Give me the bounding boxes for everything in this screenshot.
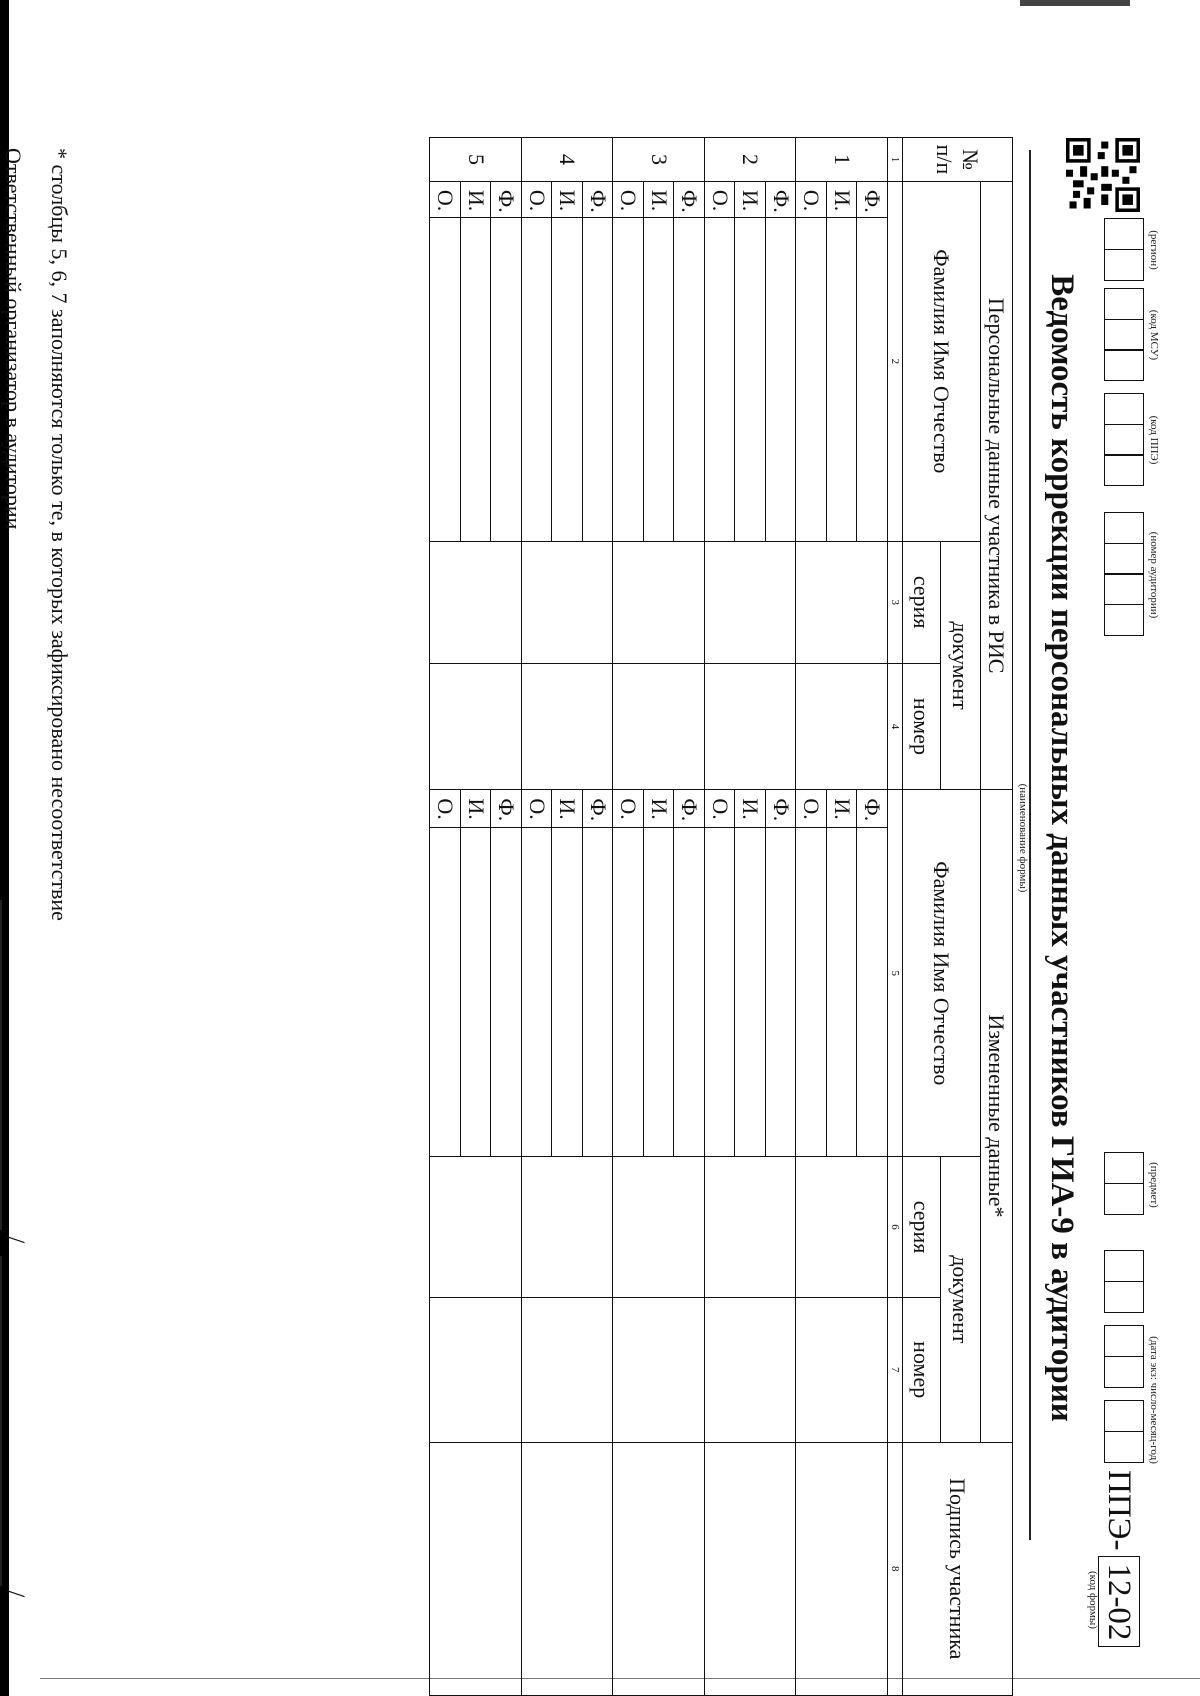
date-digit-box[interactable] (1104, 1281, 1144, 1313)
fio-letter: О. (613, 790, 644, 828)
fio-changed-cell[interactable] (461, 828, 492, 1157)
number-changed-cell[interactable] (705, 1297, 797, 1442)
fio-letter: И. (644, 790, 675, 828)
fio-changed-cell[interactable] (522, 828, 553, 1157)
date-caption: (дата экз: число-месяц-год) (1148, 1336, 1160, 1464)
number-original-cell[interactable] (705, 663, 797, 790)
header-document-original: документ (941, 541, 981, 789)
fio-letter: И. (827, 790, 858, 828)
fio-letter: Ф. (674, 790, 705, 828)
fio-letter: И. (735, 790, 766, 828)
fio-letter: И. (461, 790, 492, 828)
fio-original-cell[interactable] (735, 217, 766, 541)
fio-changed-cell[interactable] (705, 828, 736, 1157)
fio-letter: И. (461, 181, 492, 217)
number-original-cell[interactable] (796, 663, 888, 790)
header-document-changed: документ (941, 1157, 981, 1442)
table-row (674, 138, 705, 1696)
correction-table (430, 137, 1014, 1696)
column-number: 2 (888, 181, 903, 541)
room-digit-box[interactable] (1104, 573, 1144, 605)
fio-letter: О. (796, 790, 827, 828)
table-row (583, 138, 614, 1696)
fio-letter: О. (705, 181, 736, 217)
row-number: 2 (705, 138, 797, 182)
page-title: Ведомость коррекции персональных данных участников ГИА-9 в аудитории (1044, 274, 1080, 1422)
column-number: 5 (888, 790, 903, 1157)
date-boxes (1104, 1250, 1144, 1461)
column-number: 8 (888, 1442, 903, 1695)
fio-changed-cell[interactable] (857, 828, 888, 1157)
fio-original-cell[interactable] (461, 217, 492, 541)
date-digit-box[interactable] (1104, 1250, 1144, 1282)
series-original-cell[interactable] (705, 541, 797, 663)
fio-original-cell[interactable] (644, 217, 675, 541)
fio-letter: Ф. (766, 790, 797, 828)
series-changed-cell[interactable] (796, 1157, 888, 1298)
row-number: 5 (430, 138, 522, 182)
signature-cell[interactable] (796, 1442, 888, 1695)
form-name-caption: (наименование формы) (1017, 783, 1029, 893)
ppe-digit-box[interactable] (1104, 424, 1144, 456)
signature-cell[interactable] (705, 1442, 797, 1695)
fio-letter: О. (613, 181, 644, 217)
fio-original-cell[interactable] (766, 217, 797, 541)
fio-original-cell[interactable] (674, 217, 705, 541)
fio-letter: О. (705, 790, 736, 828)
fio-letter: Ф. (491, 790, 522, 828)
header-number-changed: номер (903, 1297, 941, 1442)
room-digit-box[interactable] (1104, 543, 1144, 575)
number-changed-cell[interactable] (430, 1297, 522, 1442)
series-changed-cell[interactable] (613, 1157, 705, 1298)
fio-original-cell[interactable] (705, 217, 736, 541)
fio-letter: О. (522, 181, 553, 217)
header-series-changed: серия (903, 1157, 941, 1298)
column-number: 1 (888, 138, 903, 182)
fio-changed-cell[interactable] (430, 828, 461, 1157)
number-changed-cell[interactable] (796, 1297, 888, 1442)
mcu-caption: (код МСУ) (1148, 309, 1160, 361)
subject-boxes (1104, 1152, 1144, 1213)
header-signature: Подпись участника (903, 1442, 1013, 1695)
region-caption: (регион) (1148, 230, 1160, 270)
row-number: 3 (613, 138, 705, 182)
header-fio-original: Фамилия Имя Отчество (903, 181, 981, 541)
fio-letter: И. (644, 181, 675, 217)
signature-cell[interactable] (522, 1442, 614, 1695)
series-original-cell[interactable] (796, 541, 888, 663)
form-code-prefix: ППЭ- (1101, 1470, 1138, 1551)
room-boxes (1104, 512, 1144, 634)
room-caption: (номер аудитории) (1148, 531, 1160, 619)
fio-letter: Ф. (583, 790, 614, 828)
fio-letter: Ф. (857, 790, 888, 828)
number-original-cell[interactable] (522, 663, 614, 790)
region-boxes (1104, 218, 1144, 279)
subject-digit-box[interactable] (1104, 1152, 1144, 1184)
fio-changed-cell[interactable] (766, 828, 797, 1157)
number-changed-cell[interactable] (613, 1297, 705, 1442)
ppe-digit-box[interactable] (1104, 454, 1144, 486)
fio-changed-cell[interactable] (827, 828, 858, 1157)
fio-original-cell[interactable] (522, 217, 553, 541)
fio-original-cell[interactable] (583, 217, 614, 541)
fio-changed-cell[interactable] (583, 828, 614, 1157)
fio-changed-cell[interactable] (735, 828, 766, 1157)
signature-line[interactable] (1, 900, 3, 1230)
ppe-boxes (1104, 393, 1144, 485)
signature-cell[interactable] (430, 1442, 522, 1695)
number-original-cell[interactable] (430, 663, 522, 790)
separator-slash: / (1, 1236, 30, 1244)
column-number: 3 (888, 541, 903, 663)
fio-letter: И. (735, 181, 766, 217)
region-digit-box[interactable] (1104, 249, 1144, 281)
number-original-cell[interactable] (613, 663, 705, 790)
header-series-original: серия (903, 541, 941, 663)
date-digit-box[interactable] (1104, 1356, 1144, 1388)
column-number: 7 (888, 1297, 903, 1442)
fio-letter: О. (522, 790, 553, 828)
header-fio-changed: Фамилия Имя Отчество (903, 790, 981, 1157)
title-underline (1030, 150, 1032, 1540)
subject-digit-box[interactable] (1104, 1183, 1144, 1215)
column-number: 4 (888, 663, 903, 790)
fio-letter: Ф. (766, 181, 797, 217)
series-original-cell[interactable] (522, 541, 614, 663)
subject-caption: (предмет) (1148, 1162, 1160, 1208)
date-digit-box[interactable] (1104, 1400, 1144, 1432)
ppe-caption: (код ППЭ) (1148, 415, 1160, 465)
fio-letter: И. (827, 181, 858, 217)
region-digit-box[interactable] (1104, 218, 1144, 250)
fio-changed-cell[interactable] (674, 828, 705, 1157)
fio-original-cell[interactable] (552, 217, 583, 541)
fio-original-cell[interactable] (827, 217, 858, 541)
form-code-value: 12-02 (1098, 1556, 1140, 1647)
series-original-cell[interactable] (613, 541, 705, 663)
room-digit-box[interactable] (1104, 604, 1144, 636)
signature-cell[interactable] (613, 1442, 705, 1695)
column-number: 6 (888, 1157, 903, 1298)
header-original-data: Персональные данные участника в РИС (981, 181, 1013, 789)
fio-letter: И. (552, 790, 583, 828)
date-digit-box[interactable] (1104, 1325, 1144, 1357)
fio-changed-cell[interactable] (552, 828, 583, 1157)
number-changed-cell[interactable] (522, 1297, 614, 1442)
series-changed-cell[interactable] (430, 1157, 522, 1298)
fio-letter: Ф. (583, 181, 614, 217)
fio-letter: Ф. (857, 181, 888, 217)
mcu-boxes (1104, 288, 1144, 380)
fio-letter: Ф. (491, 181, 522, 217)
fio-changed-cell[interactable] (644, 828, 675, 1157)
form-code-caption: (код формы) (1087, 1571, 1099, 1629)
table-row (857, 138, 888, 1696)
responsible-label: Ответственный организатор в аудитории (1, 148, 26, 530)
fio-changed-cell[interactable] (796, 828, 827, 1157)
header-num: № п/п (903, 138, 1013, 182)
header-changed-data: Измененные данные* (981, 790, 1013, 1442)
ppe-digit-box[interactable] (1104, 393, 1144, 425)
fio-letter: О. (430, 181, 461, 217)
room-digit-box[interactable] (1104, 512, 1144, 544)
fio-original-cell[interactable] (430, 217, 461, 541)
mcu-digit-box[interactable] (1104, 319, 1144, 351)
series-changed-cell[interactable] (522, 1157, 614, 1298)
separator-slash: / (1, 1590, 30, 1598)
fio-letter: Ф. (674, 181, 705, 217)
header-number-original: номер (903, 663, 941, 790)
row-number: 1 (796, 138, 888, 182)
fio-changed-cell[interactable] (491, 828, 522, 1157)
series-changed-cell[interactable] (705, 1157, 797, 1298)
mcu-digit-box[interactable] (1104, 349, 1144, 381)
series-original-cell[interactable] (430, 541, 522, 663)
fio-original-cell[interactable] (613, 217, 644, 541)
fio-letter: О. (430, 790, 461, 828)
row-number: 4 (522, 138, 614, 182)
fio-original-cell[interactable] (491, 217, 522, 541)
fio-changed-cell[interactable] (613, 828, 644, 1157)
table-row (491, 138, 522, 1696)
fio-letter: И. (552, 181, 583, 217)
fio-original-cell[interactable] (857, 217, 888, 541)
table-row (766, 138, 797, 1696)
fio-original-cell[interactable] (796, 217, 827, 541)
fio-letter: О. (796, 181, 827, 217)
form-code (1098, 1470, 1140, 1647)
fio-line[interactable] (1, 1256, 3, 1586)
date-digit-box[interactable] (1104, 1431, 1144, 1463)
mcu-digit-box[interactable] (1104, 288, 1144, 320)
footnote: * столбцы 5, 6, 7 заполняются только те, в которых зафиксировано несоответствие (47, 148, 72, 921)
